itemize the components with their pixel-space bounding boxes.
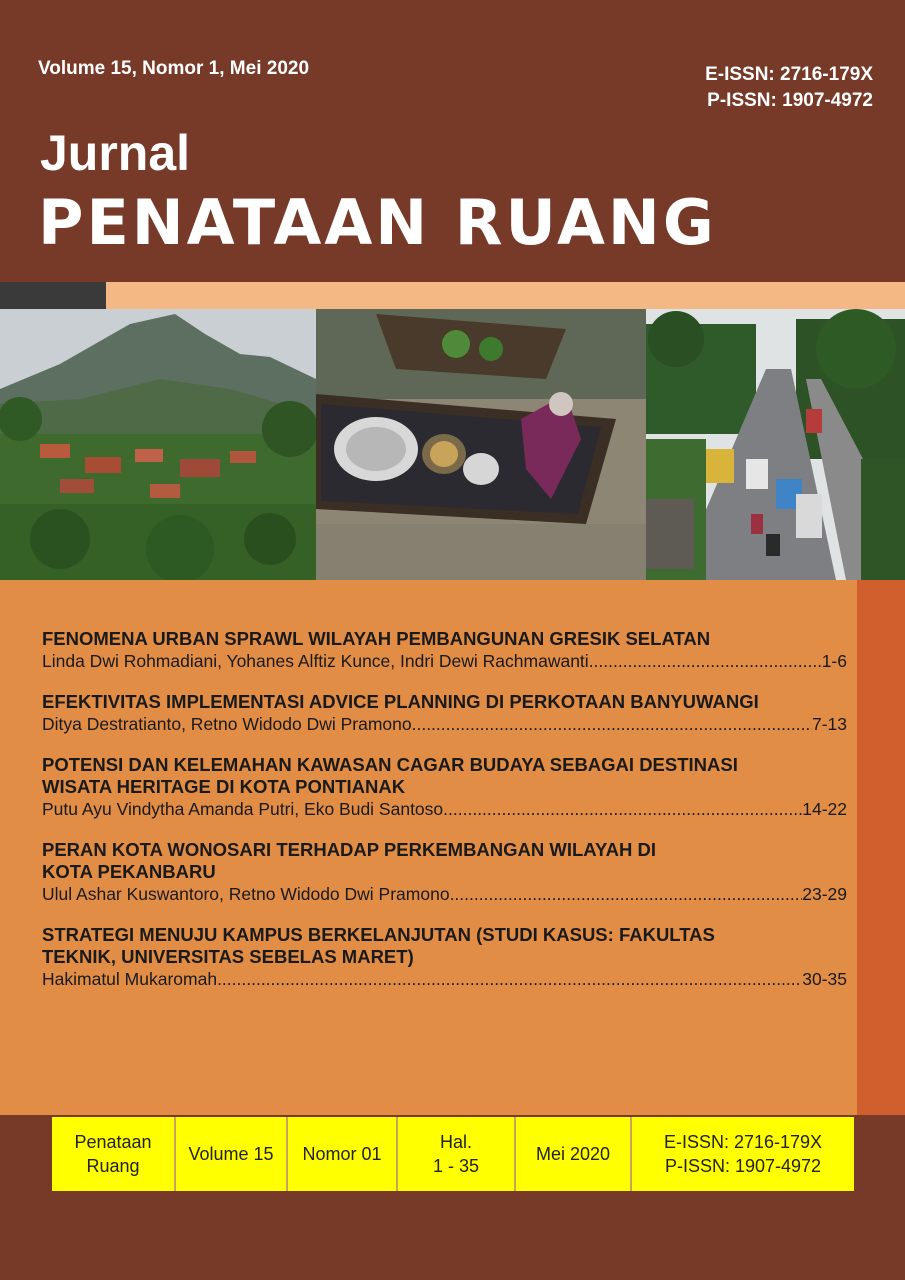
- toc-entry: [42, 924, 847, 990]
- city-traffic-road-photo: [646, 309, 905, 580]
- article-title: PERAN KOTA WONOSARI TERHADAP PERKEMBANGAN WILAYAH DI KOTA PEKANBARU: [42, 839, 656, 882]
- article-authors: Ulul Ashar Kuswantoro, Retno Widodo Dwi Pramono: [42, 884, 450, 904]
- article-pages: 30-35: [802, 969, 847, 989]
- article-title: STRATEGI MENUJU KAMPUS BERKELANJUTAN (STUDI KASUS: FAKULTAS TEKNIK, UNIVERSITAS SEBELAS MARET): [42, 924, 715, 967]
- footer-pissn: P-ISSN: 1907-4972: [664, 1156, 822, 1176]
- footer-hal-line1: Hal.: [439, 1132, 472, 1152]
- footer-pages-cell: [398, 1117, 516, 1191]
- decorative-stripe-peach: [106, 282, 905, 309]
- article-authors: Ditya Destratianto, Retno Widodo Dwi Pramono: [42, 714, 412, 734]
- article-byline: [42, 650, 847, 672]
- article-pages: 23-29: [802, 884, 847, 904]
- leader-dots: [443, 798, 802, 820]
- toc-entry: [42, 691, 847, 735]
- footer-volume-cell: Volume 15: [176, 1117, 288, 1191]
- leader-dots: [450, 883, 803, 905]
- footer-journal-line1: Penataan: [74, 1132, 152, 1152]
- footer-date-cell: Mei 2020: [516, 1117, 632, 1191]
- article-pages: 1-6: [821, 651, 847, 671]
- volume-issue-line: Volume 15, Nomor 1, Mei 2020: [38, 58, 310, 79]
- article-byline: [42, 968, 847, 990]
- contents-side-bar: [857, 580, 905, 1115]
- mountain-village-photo: [0, 309, 316, 580]
- article-byline: [42, 713, 847, 735]
- article-title: POTENSI DAN KELEMAHAN KAWASAN CAGAR BUDAYA SEBAGAI DESTINASI WISATA HERITAGE DI KOTA PONTIANAK: [42, 754, 738, 797]
- footer-journal-cell: [52, 1117, 176, 1191]
- leader-dots: [412, 713, 812, 735]
- issue-info-table: [52, 1117, 854, 1191]
- article-title: FENOMENA URBAN SPRAWL WILAYAH PEMBANGUNAN GRESIK SELATAN: [42, 628, 711, 649]
- article-authors: Putu Ayu Vindytha Amanda Putri, Eko Budi Santoso: [42, 799, 444, 819]
- article-title: EFEKTIVITAS IMPLEMENTASI ADVICE PLANNING DI PERKOTAAN BANYUWANGI: [42, 691, 759, 712]
- decorative-stripe-dark: [0, 282, 106, 309]
- footer-eissn: E-ISSN: 2716-179X: [663, 1132, 823, 1152]
- footer-issn-cell: [632, 1117, 854, 1191]
- footer-journal-line2: Ruang: [86, 1156, 140, 1176]
- toc-entry: [42, 754, 847, 820]
- article-authors: Hakimatul Mukaromah: [42, 969, 218, 989]
- toc-entry: [42, 839, 847, 905]
- article-pages: 14-22: [802, 799, 847, 819]
- footer-hal-line2: 1 - 35: [432, 1156, 480, 1176]
- eissn-text: E-ISSN: 2716-179X: [705, 64, 873, 85]
- leader-dots: [589, 650, 822, 672]
- footer-nomor-cell: Nomor 01: [288, 1117, 398, 1191]
- journal-title: PENATAAN RUANG: [38, 186, 717, 259]
- article-authors: Linda Dwi Rohmadiani, Yohanes Alftiz Kunce, Indri Dewi Rachmawanti: [42, 651, 589, 671]
- article-pages: 7-13: [811, 714, 847, 734]
- journal-label: Jurnal: [40, 125, 191, 181]
- pissn-text: P-ISSN: 1907-4972: [707, 90, 873, 111]
- article-byline: [42, 883, 847, 905]
- issn-block: [705, 62, 873, 114]
- toc-entry: [42, 628, 847, 672]
- leader-dots: [217, 968, 802, 990]
- article-byline: [42, 798, 847, 820]
- table-of-contents: [42, 628, 847, 1009]
- floating-market-boats-photo: [316, 309, 646, 580]
